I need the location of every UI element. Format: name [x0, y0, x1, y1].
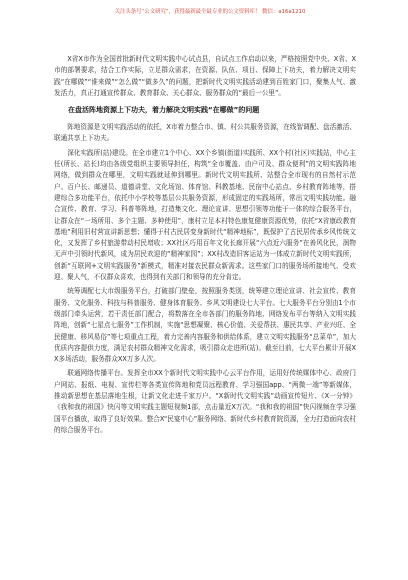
body-paragraph: 深化实践所(站)建设。在全市建立1个中心、XX个乡镇(街道)实践所、XX个村(社区)实践站，中心主任(所长、站长)均由各级党组织主要领导担任，构筑“全市覆盖、由户可及、群众便利”的文明实践阵地网络，做到群众在哪里，文明实践就延伸到哪里。新时代文明实践所、站整合全市现有的自然村示范户、百户长、邮递员、道德讲堂、文化场馆、体育馆、科教基地、民宿中心站点、乡村教育阵地等，搭建综合多功能平台，依托中小学校等基层公共服务资源，形成固定的实践场所，常出文明实践功能。融合宣传、教育、学习、科普等阵地，打造集文化、理论宣讲、思想引领等功能于一体的综合服务平台，让群众在“一场所用、多个主题、多种使用”，康村立足本村特色康复健康资源优势，依托“X省康政教育基地”利用旧村营宣讲新思想；懂得于村古民居变身新时代“精神地标”，既保护了古民居传承乡风传统文化，又发挥了乡村旅游带动村民增收；XX社区巧用百年文化长廊开展“六点近六服务”在善风化民，润物无声中引领时代新风，成为居民欢迎的“精神家园”；XX村改造旧客运站为一体成立新时代文明实践所，创新“互联网+文明实践服务”新模式，精准对接农民群众新需求。这些家门口的服务场所接地气、受欢迎、聚人气，不仅群众喜欢，也得到有关部门和领导的充分肯定。 [54, 148, 356, 282]
body-paragraph: 联通网络传播平台。发挥全市XX个新时代文明实践中心云平台作用，运用好传统媒体中心、政府门户网站、报纸、电视、宣传栏等各类宣传阵地和党员远程教育、学习强国app、“两微一端”等新媒体，推动新思想在基层落地生根，让新文化走进千家万户。“X新时代文明实践”动画宣传短片、《X一分钟》《我和我的祖国》快闪等文明实践主题短视频1部，点击量近X万次。“我和我的祖国”快闪视频在学习强国平台播放，取得了良好效果。整合X“民宴中心”服务网络、新时代乡村教育院资源，全力打造面向农村的综合服务平台。 [54, 369, 356, 434]
top-banner: 关注头条号“公文研究”，获得最新最全最专业的公文资料库！ 微信：a16a1210 [114, 9, 306, 15]
intro-paragraph: X省X市作为全国首批新时代文明实践中心试点县，自试点工作启动以来，严格按照党中央、X省、X市的部署要求，结合工作实际，立足群众需求，在资源、队伍、项目、保障上下功夫，着力解决文明实践“在哪做”“谁来做”“怎么做”“做多久”的问题，把新时代文明实践活动建到百姓家门口，聚集人气、激发活力，真正打通宣传群众、教育群众、关心群众、服务群众的“最后一公里”。 [54, 55, 356, 97]
body-paragraph: 统筹调配七大市级服务平台，打破部门壁垒，按照服务类别，统筹建立理论宣讲、社会宣传、教育服务、文化服务、科技与科普服务、健身体育服务、乡风文明建设七大平台。七大服务平台分别由1个市级部门牵头运营，若干责任部门配合，将数落在全市各部门的服务阵地、网络发布平台等纳入文明实践阵地，创新“七星点七服务”工作机制，实施“思想凝聚、核心价值、关爱帮扶、惠民共享、产业兴旺、全民健康、移风易俗”等七项重点工程，着力完善内容服务和供给体系，建立文明实践服务“总菜单”，加大优质内容提供力度，满足农村群众精神文化需求，吸引群众走进所(站)。截至目前，七大平台累计开展XX多场活动，服务群众XX万多人次。 [54, 287, 356, 364]
document-body [54, 54, 356, 439]
body-paragraph: 阵地资源是文明实践活动的依托，X市着力整合市、镇、村公共服务资源，在线智调配、盘活激活、联通共享上下功夫。 [54, 123, 356, 143]
section-heading: 在盘活阵地资源上下功夫，着力解决文明实践“在哪做”的问题 [68, 106, 260, 115]
